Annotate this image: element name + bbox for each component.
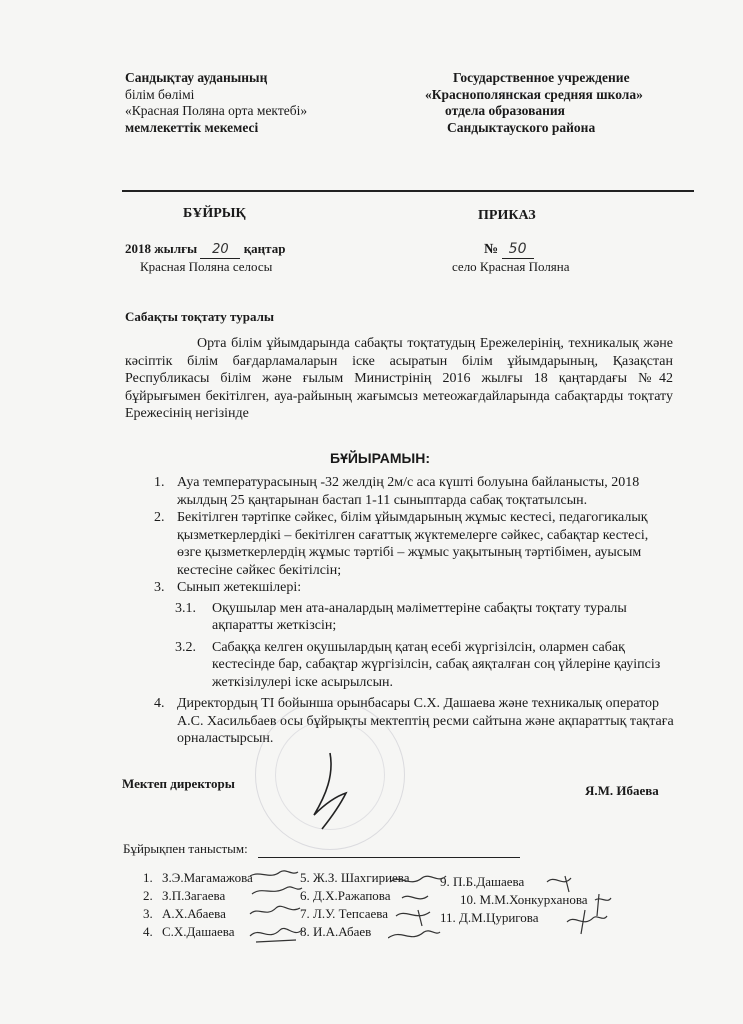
header-left-line4: мемлекеттік мекемесі	[125, 119, 259, 135]
decree-subitem-text: Сабаққа келген оқушылардың қатаң есебі жүргізілсін, олармен сабақ кестесінде бар, сабақтар жүргізілсін, сабақ аяқталған соң үйлеріне қауіпсіз жеткізілулері іске асырылсын.	[212, 639, 661, 690]
ack-num: 9.	[440, 874, 450, 889]
decree-item	[150, 695, 675, 748]
director-signature	[300, 745, 370, 835]
order-title-ru: ПРИКАЗ	[478, 208, 536, 223]
order-date-kz	[125, 241, 285, 259]
order-number-value: 50	[502, 241, 534, 259]
order-place-ru: село Красная Поляна	[452, 259, 570, 274]
ack-name: А.Х.Абаева	[162, 906, 226, 921]
ack-num: 6.	[300, 888, 310, 903]
header-divider	[122, 190, 694, 192]
ack-num: 4.	[143, 924, 153, 939]
decree-item	[150, 474, 675, 509]
order-number	[484, 241, 534, 259]
header-left	[125, 70, 385, 136]
decree-subitem	[150, 639, 675, 692]
order-date-kz-prefix: 2018 жылғы	[125, 241, 198, 256]
ack-num: 5.	[300, 870, 310, 885]
ack-entry	[143, 888, 253, 906]
ack-name: Д.М.Цуригова	[459, 910, 539, 925]
ack-entry	[143, 924, 253, 942]
decree-item	[150, 509, 675, 579]
ack-num: 11.	[440, 910, 456, 925]
decree-item-num: 3.	[154, 580, 165, 595]
handwritten-signatures-col3	[545, 870, 615, 940]
ack-num: 10.	[460, 892, 477, 907]
order-preamble	[125, 335, 673, 423]
decree-item-text: Директордың ТІ бойынша орынбасары С.Х. Дашаева және техникалық оператор А.С. Хасильбаев осы бұйрықты мектептің ресми сайтына және ақпараттық тақтаға орналастырсын.	[177, 696, 674, 746]
ack-name: Д.Х.Ражапова	[313, 888, 391, 903]
ack-name: П.Б.Дашаева	[453, 874, 525, 889]
header-left-line1: Сандықтау ауданының	[125, 70, 268, 85]
order-preamble-text: Орта білім ұйымдарында сабақты тоқтатудың Ережелерінің, техникалық және кәсіптік білім бағдарламаларын іске асыратын білім ұйымдарының, Қазақстан Республикасы білім және ғылым Министрінің 2016 жылғы 18 қаңтардағы №42 бұйрығымен бекітілген, ауа-райының жағымсыз метеожағдайларында сабақтарды тоқтату Ережесінің негізінде	[125, 336, 673, 422]
decree-subitem-num: 3.1.	[175, 600, 196, 616]
header-left-line2: білім бөлімі	[125, 86, 195, 102]
ack-name: З.П.Загаева	[162, 888, 226, 903]
ack-column-1	[143, 870, 253, 942]
header-left-line3: «Красная Поляна орта мектебі»	[125, 103, 308, 118]
order-subject: Сабақты тоқтату туралы	[125, 309, 275, 324]
signature-position: Мектеп директоры	[122, 776, 235, 791]
decree-item-num: 1.	[154, 475, 165, 490]
decree-subitem-num: 3.2.	[175, 639, 196, 655]
decree-item-text: Сынып жетекшілері:	[177, 580, 302, 595]
ack-entry	[143, 906, 253, 924]
order-date-kz-month: қаңтар	[243, 241, 286, 256]
decree-list	[150, 474, 675, 748]
decree-subitem	[150, 600, 675, 635]
handwritten-signatures-col1	[246, 862, 306, 952]
header-right-line4: Сандыктауского района	[447, 119, 596, 135]
order-place-kz: Красная Поляна селосы	[140, 259, 273, 274]
decree-item	[150, 579, 675, 597]
header-right-line1: Государственное учреждение	[453, 70, 630, 85]
acknowledgement-label: Бұйрықпен таныстым:	[123, 841, 248, 856]
ack-name: З.Э.Магамажова	[162, 870, 253, 885]
ack-name: Ж.З. Шахгириева	[313, 870, 410, 885]
ack-num: 2.	[143, 888, 153, 903]
decree-item-text: Бекітілген тәртіпке сәйкес, білім ұйымдарының жұмыс кестесі, педагогикалық қызметкерлердікі – бекітілген сағаттық жүктемелерге сәйкес, сабақтар кестесі, өзге қызметкерлердің жұмыс тәртібі – жұмыс уақытының тәртібімен, ауысым кестесіне сәйкес бекітілсін;	[177, 510, 649, 578]
header-right	[425, 70, 705, 136]
ack-name: С.Х.Дашаева	[162, 924, 235, 939]
ack-name: Л.У. Тепсаева	[313, 906, 389, 921]
ack-name: М.М.Хонкурханова	[479, 892, 588, 907]
ack-entry	[143, 870, 253, 888]
order-date-kz-day: 20	[200, 242, 240, 259]
decree-subitem-text: Оқушылар мен ата-аналардың мәліметтеріне сабақты тоқтату туралы ақпаратты жеткізсін;	[212, 600, 627, 633]
decree-item-num: 4.	[154, 696, 165, 711]
ack-num: 1.	[143, 870, 153, 885]
signature-name: Я.М. Ибаева	[585, 783, 659, 798]
header-right-line3: отдела образования	[445, 103, 565, 118]
decree-heading: БҰЙЫРАМЫН:	[330, 450, 430, 466]
ack-num: 7.	[300, 906, 310, 921]
order-title-kz: БҰЙРЫҚ	[183, 206, 246, 221]
header-right-line2: «Краснополянская средняя школа»	[425, 86, 643, 102]
acknowledgement-line	[258, 857, 520, 858]
decree-item-text: Ауа температурасының -32 желдің 2м/с аса күшті болуына байланысты, 2018 жылдың 25 қаңтарынан бастап 1-11 сыныптарда сабақ тоқтатылсын.	[177, 475, 640, 508]
order-number-prefix: №	[484, 242, 499, 257]
ack-num: 3.	[143, 906, 153, 921]
ack-name: И.А.Абаев	[313, 924, 372, 939]
decree-item-num: 2.	[154, 510, 165, 525]
ack-num: 8.	[300, 924, 310, 939]
handwritten-signatures-col2	[388, 866, 448, 946]
